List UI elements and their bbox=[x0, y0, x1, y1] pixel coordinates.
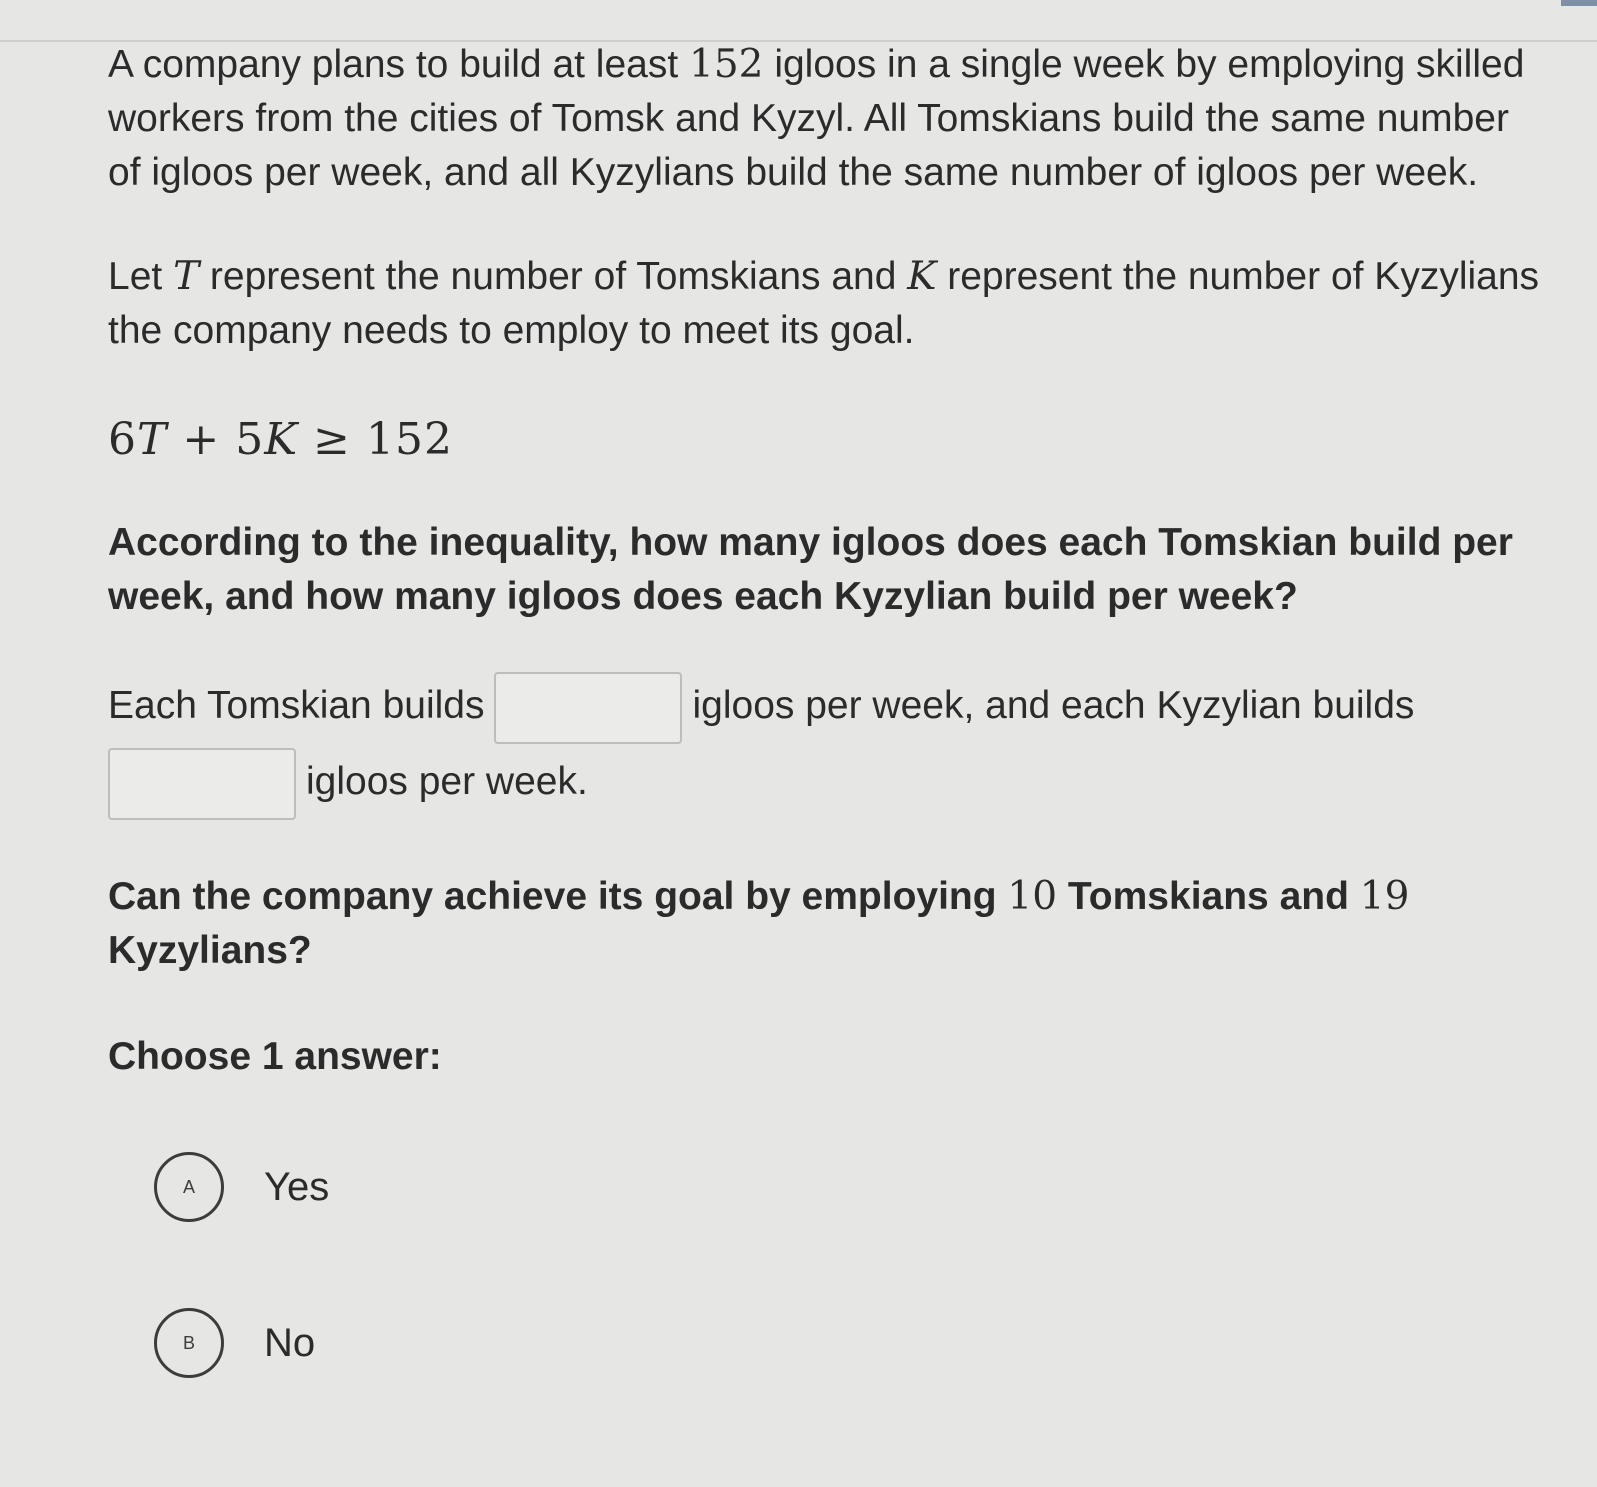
kyzylian-answer-input[interactable] bbox=[108, 748, 296, 820]
let-text-1: Let bbox=[108, 255, 174, 298]
choice-a-radio-icon[interactable]: A bbox=[154, 1152, 224, 1222]
question-body bbox=[108, 38, 1548, 1462]
followup-number-tomskians: 10 bbox=[1007, 874, 1058, 919]
choose-instruction: Choose 1 answer: bbox=[108, 1035, 442, 1078]
equation-variable-t: T bbox=[137, 414, 168, 465]
coefficient-t: 6 bbox=[108, 414, 137, 465]
intro-number-goal: 152 bbox=[689, 42, 764, 87]
relation-symbol: ≥ bbox=[313, 414, 351, 465]
variable-definition bbox=[108, 250, 1548, 358]
followup-text-1: Can the company achieve its goal by employing bbox=[108, 875, 1008, 918]
coefficient-k: 5 bbox=[235, 414, 265, 465]
followup-question bbox=[108, 870, 1548, 978]
fill-in-sentence bbox=[108, 668, 1548, 820]
header-accent bbox=[1561, 0, 1597, 6]
equation-variable-k: K bbox=[264, 414, 299, 465]
equation-rhs: 152 bbox=[365, 414, 453, 465]
inequality bbox=[108, 410, 1548, 470]
followup-number-kyzylians: 19 bbox=[1359, 874, 1410, 919]
fill-text-2: igloos per week, and each Kyzylian builds bbox=[692, 684, 1415, 727]
tomskian-answer-input[interactable] bbox=[494, 672, 682, 744]
let-text-2: represent the number of Tomskians and bbox=[199, 255, 908, 298]
variable-t: T bbox=[173, 254, 200, 299]
followup-text-2: Tomskians and bbox=[1057, 875, 1360, 918]
choice-b-label: No bbox=[264, 1321, 316, 1365]
choice-b-radio-icon[interactable]: B bbox=[154, 1308, 224, 1378]
intro-text-1: A company plans to build at least bbox=[108, 43, 690, 86]
followup-text-3: Kyzylians? bbox=[108, 929, 312, 972]
plus-sign: + bbox=[182, 414, 221, 465]
fill-text-1: Each Tomskian builds bbox=[108, 684, 485, 727]
intro-text-2: igloos in a single week by employing skilled workers from the cities of Tomsk and Kyzyl. All Tomskians build the same number of igloos per week, and all Kyzylians build the same number of igloos per week. bbox=[108, 43, 1525, 194]
variable-k: K bbox=[907, 254, 937, 299]
choice-a[interactable] bbox=[154, 1150, 1548, 1224]
choice-b[interactable] bbox=[154, 1306, 1548, 1380]
answer-choices bbox=[108, 1150, 1548, 1380]
choice-a-label: Yes bbox=[264, 1165, 330, 1209]
let-text-3: represent the number of Kyzylians the company needs to employ to meet its goal. bbox=[108, 255, 1540, 352]
question-intro bbox=[108, 38, 1548, 200]
fill-text-3: igloos per week. bbox=[306, 760, 588, 803]
question-prompt: According to the inequality, how many igloos does each Tomskian build per week, and how many igloos does each Kyzylian build per week? bbox=[108, 521, 1513, 618]
